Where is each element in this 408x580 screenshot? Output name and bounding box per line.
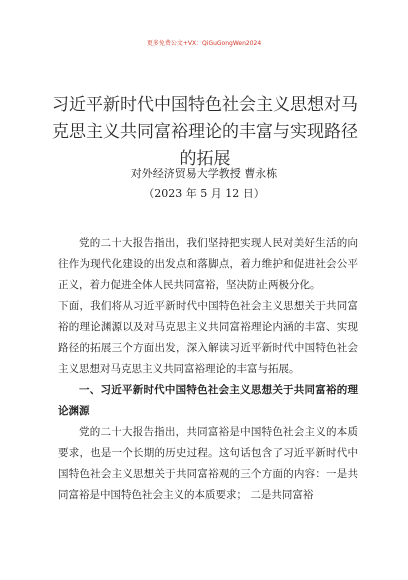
paragraph: 下面，我们将从习近平新时代中国特色社会主义思想关于共同富裕的理论渊源以及对马克思主义共同富裕理论内涵的丰富、实现路径的拓展三个方面出发，深入解读习近平新时代中国特色社会主义思想对马克思主义共同富裕理论的丰富与拓展。: [58, 300, 358, 375]
date-line: （2023 年 5 月 12 日）: [143, 187, 265, 200]
watermark: 更多免费公文+VX：QiGuGongWen2024: [146, 40, 262, 47]
document-title: 习近平新时代中国特色社会主义思想对马克思主义共同富裕理论的丰富与实现路径的拓展: [52, 95, 358, 169]
paragraph: 党的二十大报告指出，共同富裕是中国特色社会主义的本质要求，也是一个长期的历史过程。这句话包含了习近平新时代中国特色社会主义思想关于共同富裕观的三个方面的内容：一是共同富裕是中国特色社会主义的本质要求； 二是共同富裕: [58, 426, 358, 501]
author-line: 对外经济贸易大学教授 曹永栋: [130, 167, 278, 180]
document-body: [58, 233, 358, 506]
paragraph: 党的二十大报告指出，我们坚持把实现人民对美好生活的向往作为现代化建设的出发点和落脚点，着力维护和促进社会公平正义，着力促进全体人民共同富裕，坚决防止两极分化。: [58, 237, 358, 291]
section-heading: 一、习近平新时代中国特色社会主义思想关于共同富裕的理论渊源: [58, 384, 358, 417]
